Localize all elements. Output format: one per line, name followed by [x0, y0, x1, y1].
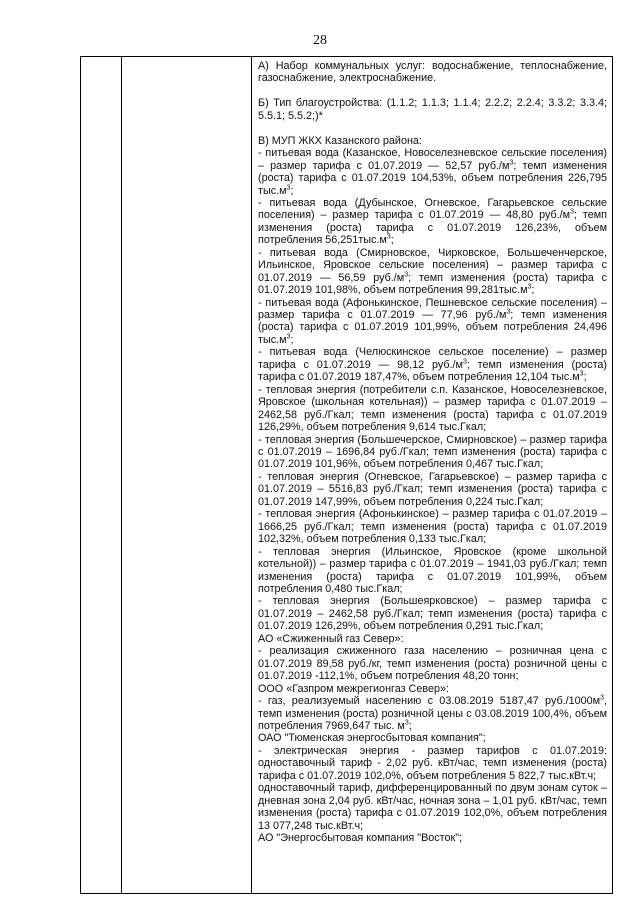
paragraph-text: ; темп изменения (роста) тарифа с 01.07.2019 101,98%, объем потребления 99,281тыс.м — [258, 271, 607, 297]
paragraph-text: - питьевая вода (Афонькинское, Пешневское сельские поселения) – размер тарифа с 01.07.2019 — 77,96 руб./м — [258, 296, 607, 322]
paragraph — [258, 147, 607, 197]
paragraph-text: АО «Сжиженный газ Север»: — [258, 632, 404, 645]
paragraph — [258, 645, 607, 682]
superscript: 3 — [509, 159, 514, 166]
content-text — [252, 57, 612, 845]
paragraph-text: - питьевая вода (Казанское, Новоселезневское сельские поселения) – размер тарифа с 01.07.2019 — 52,57 руб./м — [258, 147, 607, 172]
superscript: 3 — [462, 358, 467, 366]
paragraph — [258, 633, 607, 645]
paragraph-text: ; — [290, 333, 294, 346]
superscript: 3 — [600, 694, 604, 702]
paragraph-text: - тепловая энергия (Большеярковское) – размер тарифа с 01.07.2019 – 2462,58 руб./Гкал; темп изменения (роста) тарифа с 01.07.2019 126,29%, объем потребления 0,291 тыс.Гкал; — [258, 595, 607, 633]
paragraph — [258, 297, 607, 347]
paragraph — [258, 546, 607, 596]
table-row — [81, 57, 613, 894]
paragraph — [258, 346, 607, 383]
paragraph — [258, 384, 607, 434]
paragraph-text: ОАО "Тюменская энергосбытовая компания"; — [258, 732, 486, 745]
paragraph-text: - тепловая энергия (потребители с.п. Казанское, Новоселезневское, Яровское (школьная котельная)) – размер тарифа с 01.07.2019 – 2462,58 руб./Гкал; темп изменения (роста) тарифа с 01.07.2019 126,29%, объем потребления 9,614 тыс.Гкал; — [258, 383, 607, 434]
paragraph — [258, 434, 607, 471]
paragraph-text: - тепловая энергия (Большечерское, Смирновское) – размер тарифа с 01.07.2019 – 1696,84 руб./Гкал; темп изменения (роста) тарифа с 01.07.2019 101,96%, объем потребления 0,467 тыс.Гкал; — [258, 433, 607, 471]
superscript: 3 — [404, 271, 409, 279]
paragraph — [258, 695, 607, 732]
paragraph — [258, 745, 607, 782]
paragraph — [258, 97, 607, 122]
paragraph — [258, 832, 607, 844]
paragraph — [258, 782, 607, 832]
superscript: 3 — [579, 370, 584, 378]
paragraph — [258, 197, 607, 247]
paragraph-text: ; темп изменения (роста) тарифа с 01.07.2019 104,53%, объем потребления 226,795 тыс.м — [258, 159, 607, 197]
superscript: 3 — [286, 183, 291, 191]
superscript: 3 — [506, 308, 511, 316]
paragraph-text: А) Набор коммунальных услуг: водоснабжение, теплоснабжение, газоснабжение, электроснабжение. — [258, 60, 607, 85]
paragraph-text: В) МУП ЖКХ Казанского района: — [258, 134, 422, 147]
table-cell-content — [252, 57, 613, 894]
paragraph-text: одноставочный тариф, дифференцированный по двум зонам суток – дневная зона 2,04 руб. кВт/час, ночная зона – 1,01 руб. кВт/час, темп изменения (роста) тарифа с 01.07.2019 102,0%, объем потребления 13 077,248 тыс.кВт.ч; — [258, 782, 607, 832]
paragraph-text: - реализация сжиженного газа населению – розничная цена с 01.07.2019 89,58 руб./кг, темп изменения (роста) розничной цены с 01.07.2019 -112,1%, объем потребления 48,20 тонн; — [258, 645, 607, 683]
paragraph — [258, 508, 607, 545]
paragraph-text: ; — [531, 284, 535, 297]
paragraph — [258, 135, 607, 147]
paragraph-text: - электрическая энергия - размер тарифов с 01.07.2019: одноставочный тариф - 2,02 руб. кВт/час, темп изменения (роста) тарифа с 01.07.2019 102,0%, объем потребления 5 822,7 тыс.кВт.ч; — [258, 744, 607, 782]
superscript: 3 — [286, 333, 291, 341]
superscript: 3 — [386, 233, 391, 241]
paragraph-text: ООО «Газпром межрегионгаз Север»: — [258, 682, 449, 695]
superscript: 3 — [404, 719, 409, 727]
paragraph — [258, 247, 607, 297]
paragraph — [258, 683, 607, 695]
paragraph-text: - питьевая вода (Дубынское, Огневское, Гагарьевское сельские поселения) – размер тарифа с 01.07.2019 — 48,80 руб./м — [258, 196, 607, 222]
paragraph-text: ; — [390, 234, 394, 247]
paragraph-text: - тепловая энергия (Афонькинское) – размер тарифа с 01.07.2019 – 1666,25 руб./Гкал; темп изменения (роста) тарифа с 01.07.2019 102,32%, объем потребления 0,133 тыс.Гкал; — [258, 508, 607, 546]
paragraph-text: - питьевая вода (Смирновское, Чирковское, Большеченчерское, Ильинское, Яровское сельские поселения) – размер тарифа с 01.07.2019 — 56,59 руб./м — [258, 246, 607, 284]
paragraph-text: - тепловая энергия (Ильинское, Яровское (кроме школьной котельной)) – размер тарифа с 01.07.2019 – 1941,03 руб./Гкал; темп изменения (роста) тарифа с 01.07.2019 101,99%, объем потребления 0,480 тыс.Гкал; — [258, 545, 607, 595]
paragraph — [258, 60, 607, 85]
superscript: 3 — [570, 208, 574, 216]
paragraph-text: Б) Тип благоустройства: (1.1.2; 1.1.3; 1.1.4; 2.2.2; 2.2.4; 3.3.2; 3.3.4; 5.5.1; 5.5.2;)* — [258, 97, 607, 122]
paragraph — [258, 595, 607, 632]
document-table — [80, 56, 613, 894]
paragraph-text: ; темп изменения (роста) тарифа с 01.07.2019 101,99%, объем потребления 24,496 тыс.м — [258, 309, 607, 346]
paragraph-text: АО "Энергосбытовая компания "Восток"; — [258, 832, 463, 845]
paragraph-text: ; темп изменения (роста) тарифа с 01.07.2019 126,23%, объем потребления 56,251тыс.м — [258, 209, 607, 247]
paragraph-text: ; — [408, 719, 412, 732]
page-number: 28 — [313, 33, 327, 48]
paragraph-text: - питьевая вода (Челюскинское сельское поселение) – размер тарифа с 01.07.2019 — 98,12 руб./м — [258, 346, 607, 371]
paragraph-text: ; — [290, 184, 294, 197]
table-cell-number — [81, 57, 122, 894]
paragraph-text: ; — [583, 371, 587, 384]
paragraph — [258, 471, 607, 508]
table-cell-name — [122, 57, 252, 894]
paragraph-text: ; темп изменения (роста) тарифа с 01.07.2019 187,47%, объем потребления 12,104 тыс.м — [258, 358, 607, 384]
paragraph-gap — [258, 122, 607, 134]
paragraph — [258, 732, 607, 744]
paragraph-text: , темп изменения (роста) розничной цены с 03.08.2019 100,4%, объем потребления 7969,647 тыс. м — [258, 695, 607, 732]
superscript: 3 — [527, 283, 532, 291]
paragraph-gap — [258, 85, 607, 97]
paragraph-text: - тепловая энергия (Огневское, Гагарьевское) – размер тарифа с 01.07.2019 – 5516,83 руб./Гкал; темп изменения (роста) тарифа с 01.07.2019 147,99%, объем потребления 0,224 тыс.Гкал; — [258, 470, 607, 508]
paragraph-text: - газ, реализуемый населению с 03.08.2019 5187,47 руб./1000м — [258, 695, 601, 708]
